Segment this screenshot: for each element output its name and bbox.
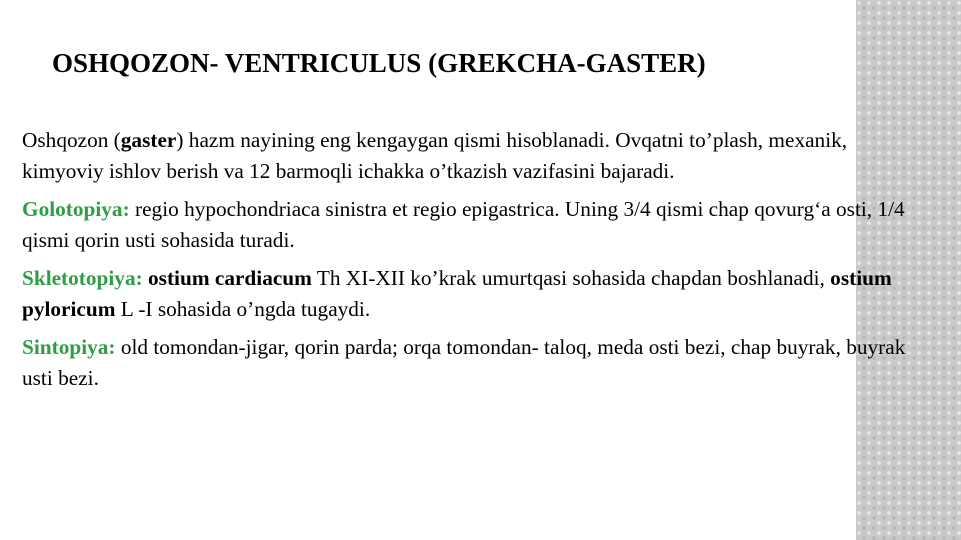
intro-term-gaster: gaster	[120, 128, 177, 152]
sintopiya-paragraph	[22, 332, 922, 394]
golotopiya-text: regio hypochondriaca sinistra et regio epigastrica. Uning 3/4 qismi chap qovurg‘a osti, 1/4 qismi qorin usti sohasida turadi.	[22, 197, 905, 252]
intro-paragraph	[22, 125, 922, 187]
golotopiya-label: Golotopiya:	[22, 197, 130, 221]
slide-title: OSHQOZON- VENTRICULUS (GREKCHA-GASTER)	[52, 48, 706, 78]
slide-body	[22, 125, 922, 401]
skletotopiya-term-cardiacum: ostium cardiacum	[142, 266, 312, 290]
sintopiya-text: old tomondan-jigar, qorin parda; orqa tomondan- taloq, meda osti bezi, chap buyrak, buyrak usti bezi.	[22, 335, 906, 390]
intro-text-end: ) hazm nayining eng kengaygan qismi hisoblanadi. Ovqatni to’plash, mexanik, kimyoviy ishlov berish va 12 barmoqli ichakka o’tkazish vazifasini bajaradi.	[22, 128, 848, 183]
skletotopiya-paragraph	[22, 263, 922, 325]
golotopiya-paragraph	[22, 194, 922, 256]
intro-text-start: Oshqozon (	[22, 128, 121, 152]
skletotopiya-term-pyloricum: ostium pyloricum	[22, 266, 892, 321]
skletotopiya-text-1: Th XI-XII ko’krak umurtqasi sohasida chapdan boshlanadi,	[311, 266, 825, 290]
sintopiya-label: Sintopiya:	[22, 335, 116, 359]
skletotopiya-label: Skletotopiya:	[22, 266, 143, 290]
skletotopiya-text-2: L -I sohasida o’ngda tugaydi.	[115, 297, 371, 321]
